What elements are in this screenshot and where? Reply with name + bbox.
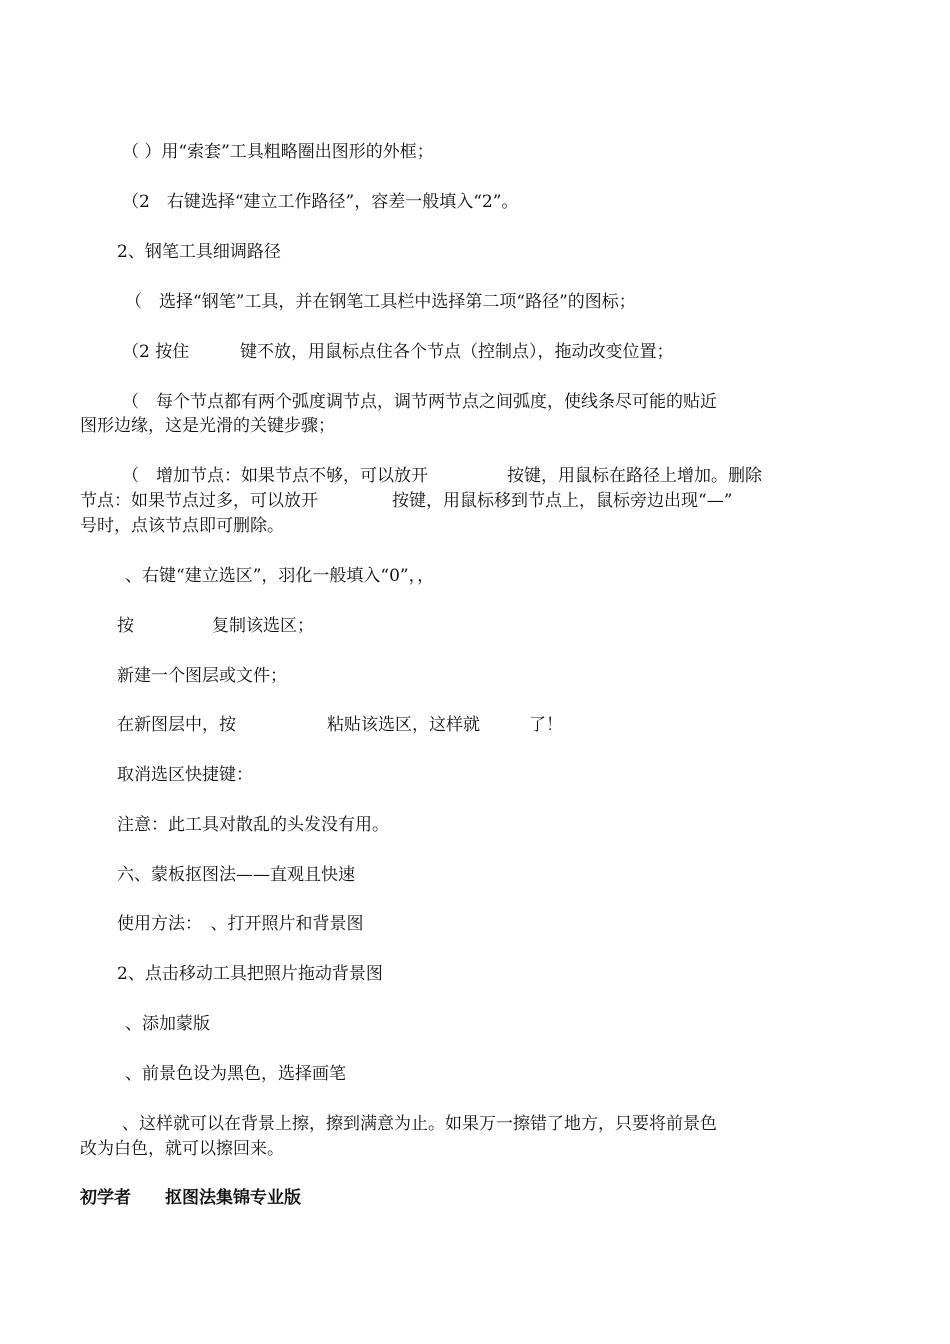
paragraph-line: 改为白色，就可以擦回来。 [80, 1139, 284, 1159]
paragraph-line: （ 每个节点都有两个弧度调节点，调节两节点之间弧度，使线条尽可能的贴近 [122, 392, 717, 412]
paragraph-line: 使用方法： 、打开照片和背景图 [117, 914, 364, 934]
section-heading: 六、蒙板抠图法——直观且快速 [117, 865, 355, 885]
paragraph-line-rest: 键不放，用鼠标点住各个节点（控制点），拖动改变位置； [240, 342, 674, 362]
paragraph-line-start: 节点：如果节点过多，可以放开 [80, 491, 318, 511]
section-heading: 2、钢笔工具细调路径 [117, 242, 281, 262]
paragraph-line-start: （ 增加节点：如果节点不够，可以放开 [122, 466, 428, 486]
paragraph-line: 图形边缘，这是光滑的关键步骤； [80, 416, 335, 436]
footer-label-right: 抠图法集锦专业版 [165, 1188, 301, 1208]
paragraph-line: 、前景色设为黑色，选择画笔 [125, 1064, 346, 1084]
paragraph-line-rest: 复制该选区； [212, 616, 314, 636]
paragraph-line: 新建一个图层或文件； [117, 666, 287, 686]
paragraph-line: 、这样就可以在背景上擦，擦到满意为止。如果万一擦错了地方，只要将前景色 [122, 1114, 717, 1134]
paragraph-line: 注意：此工具对散乱的头发没有用。 [117, 815, 389, 835]
paragraph-line-start: （2 按住 [122, 342, 190, 362]
paragraph-line: 2、点击移动工具把照片拖动背景图 [117, 964, 383, 984]
paragraph-line: （ ）用“索套”工具粗略圈出图形的外框； [122, 142, 434, 162]
paragraph-line-start: 按 [117, 616, 134, 636]
paragraph-line: 取消选区快捷键： [117, 765, 253, 785]
paragraph-line-rest: 按键，用鼠标移到节点上，鼠标旁边出现“—” [392, 491, 733, 511]
paragraph-line: 、右键“建立选区”，羽化一般填入“0”，， [125, 566, 435, 586]
paragraph-line-start: 在新图层中，按 [117, 715, 236, 735]
paragraph-line-rest: 按键，用鼠标在路径上增加。删除 [507, 466, 762, 486]
paragraph-line: （2 右键选择“建立工作路径”，容差一般填入“2”。 [122, 192, 519, 212]
paragraph-line-end: 了！ [529, 715, 563, 735]
paragraph-line: （ 选择“钢笔”工具，并在钢笔工具栏中选择第二项“路径”的图标； [125, 292, 636, 312]
paragraph-line-middle: 粘贴该选区，这样就 [327, 715, 480, 735]
paragraph-line: 号时，点该节点即可删除。 [80, 516, 284, 536]
paragraph-line: 、添加蒙版 [125, 1014, 210, 1034]
footer-label-left: 初学者 [80, 1188, 131, 1208]
